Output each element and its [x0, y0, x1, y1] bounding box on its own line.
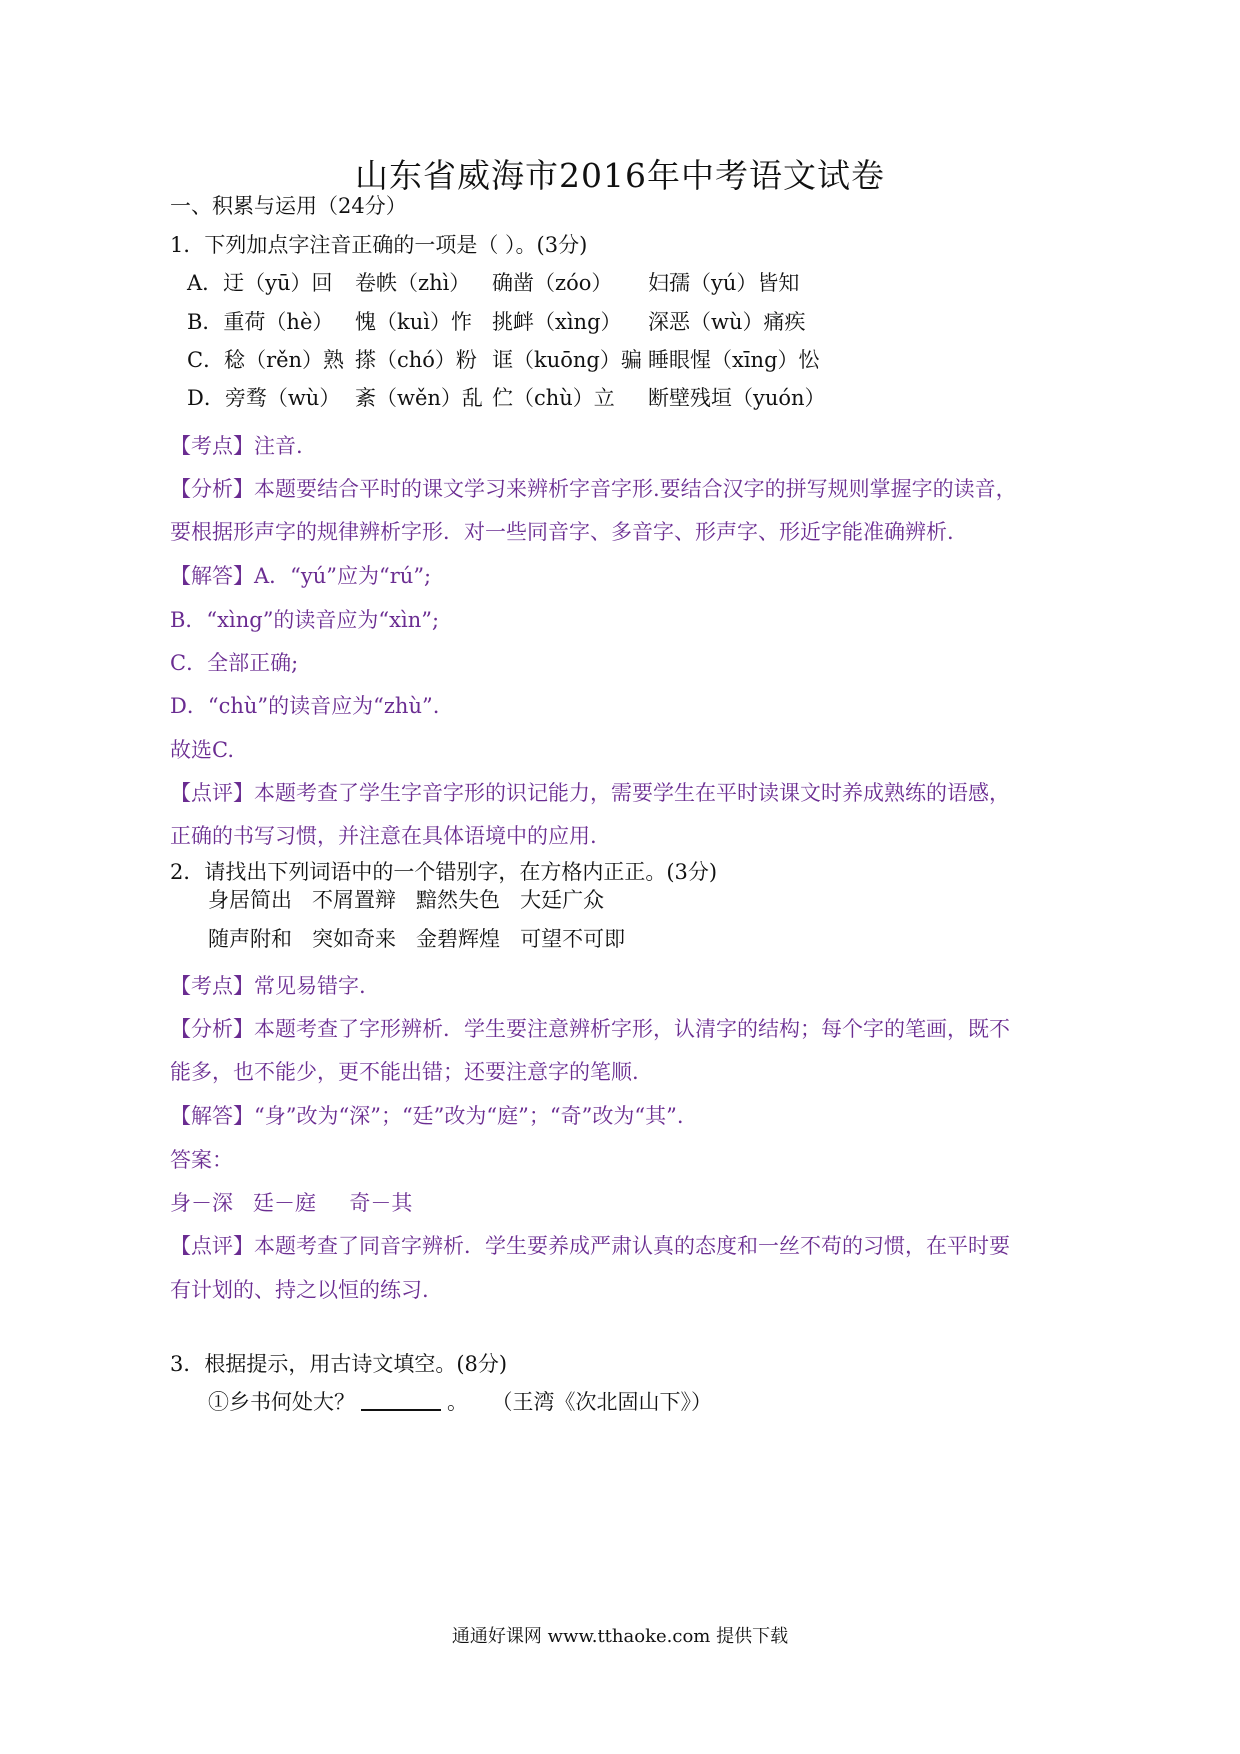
q1-jieda-line-1: 【解答】A．“yú”应为“rú”; — [170, 564, 432, 588]
question-1-stem: 1．下列加点字注音正确的一项是（ ）。(3分) — [170, 233, 588, 257]
question-3-line-1 — [208, 1387, 712, 1417]
question-1-option-b — [0, 307, 1240, 337]
poem-prompt: ①乡书何处大？ — [208, 1390, 355, 1414]
option-text: A．迂（yū）回 — [187, 271, 333, 295]
option-text: B．重荷（hè） — [187, 310, 334, 334]
q1-jieda-line-3: C．全部正确; — [170, 651, 299, 675]
section-heading: 一、积累与运用（24分） — [170, 194, 407, 218]
option-text: D．旁骛（wù） — [187, 386, 341, 410]
q1-dianping-line-2: 正确的书写习惯，并注意在具体语境中的应用. — [170, 824, 597, 848]
q2-kaodian: 【考点】常见易错字. — [170, 974, 366, 998]
question-3-stem: 3．根据提示，用古诗文填空。(8分) — [170, 1352, 508, 1376]
option-text: 确凿（zóo） — [492, 271, 613, 295]
q2-fenxi-line-2: 能多，也不能少，更不能出错；还要注意字的笔顺. — [170, 1060, 639, 1084]
poem-source: （王湾《次北固山下》） — [502, 1390, 712, 1414]
option-text: 伫（chù）立 — [492, 386, 615, 410]
page-footer: 通通好课网 www.tthaoke.com 提供下载 — [451, 1626, 789, 1647]
q2-jieda: 【解答】“身”改为“深”；“廷”改为“庭”；“奇”改为“其”. — [170, 1104, 684, 1128]
question-2-stem: 2．请找出下列词语中的一个错别字，在方格内正正。(3分) — [170, 860, 718, 884]
question-2-words-line-1: 身居简出 不屑置辩 黯然失色 大廷广众 — [208, 888, 605, 912]
answer-blank[interactable] — [361, 1389, 441, 1411]
q1-dianping-line-1: 【点评】本题考查了学生字音字形的识记能力，需要学生在平时读课文时养成熟练的语感， — [170, 781, 1010, 805]
option-text: C．稔（rěn）熟 — [187, 348, 345, 372]
q1-jieda-line-4: D．“chù”的读音应为“zhù”. — [170, 694, 440, 718]
option-text: 妇孺（yú）皆知 — [648, 271, 800, 295]
q2-dianping-line-2: 有计划的、持之以恒的练习. — [170, 1278, 429, 1302]
option-text: 紊（wěn）乱 — [355, 386, 483, 410]
q2-answer-label: 答案： — [170, 1148, 233, 1172]
option-text: 深恶（wù）痛疾 — [648, 310, 806, 334]
q2-answer: 身－深 廷－庭 奇－其 — [170, 1191, 413, 1215]
q1-fenxi-line-2: 要根据形声字的规律辨析字形．对一些同音字、多音字、形声字、形近字能准确辨析. — [170, 520, 954, 544]
question-1-option-a — [0, 268, 1240, 298]
option-text: 卷帙（zhì） — [355, 271, 471, 295]
poem-end-mark: 。 — [447, 1390, 468, 1414]
question-2-words-line-2: 随声附和 突如奇来 金碧辉煌 可望不可即 — [208, 927, 626, 951]
option-text: 诓（kuōng）骗 — [492, 348, 642, 372]
question-1-option-c — [0, 345, 1240, 375]
q1-jieda-line-2: B．“xìng”的读音应为“xìn”; — [170, 608, 440, 632]
q1-answer: 故选C. — [170, 738, 234, 762]
question-1-option-d — [0, 383, 1240, 413]
option-text: 断壁残垣（yuón） — [648, 386, 826, 410]
option-text: 搽（chó）粉 — [355, 348, 477, 372]
option-text: 睡眼惺（xīng）忪 — [648, 348, 820, 372]
q1-fenxi-line-1: 【分析】本题要结合平时的课文学习来辨析字音字形.要结合汉字的拼写规则掌握字的读音， — [170, 477, 1017, 501]
option-text: 愧（kuì）怍 — [355, 310, 472, 334]
q1-kaodian: 【考点】注音. — [170, 434, 303, 458]
option-text: 挑衅（xìng） — [492, 310, 622, 334]
q2-fenxi-line-1: 【分析】本题考查了字形辨析．学生要注意辨析字形，认清字的结构；每个字的笔画，既不 — [170, 1017, 1010, 1041]
page-title: 山东省威海市2016年中考语文试卷 — [355, 156, 885, 195]
q2-dianping-line-1: 【点评】本题考查了同音字辨析．学生要养成严肃认真的态度和一丝不苟的习惯，在平时要 — [170, 1234, 1010, 1258]
